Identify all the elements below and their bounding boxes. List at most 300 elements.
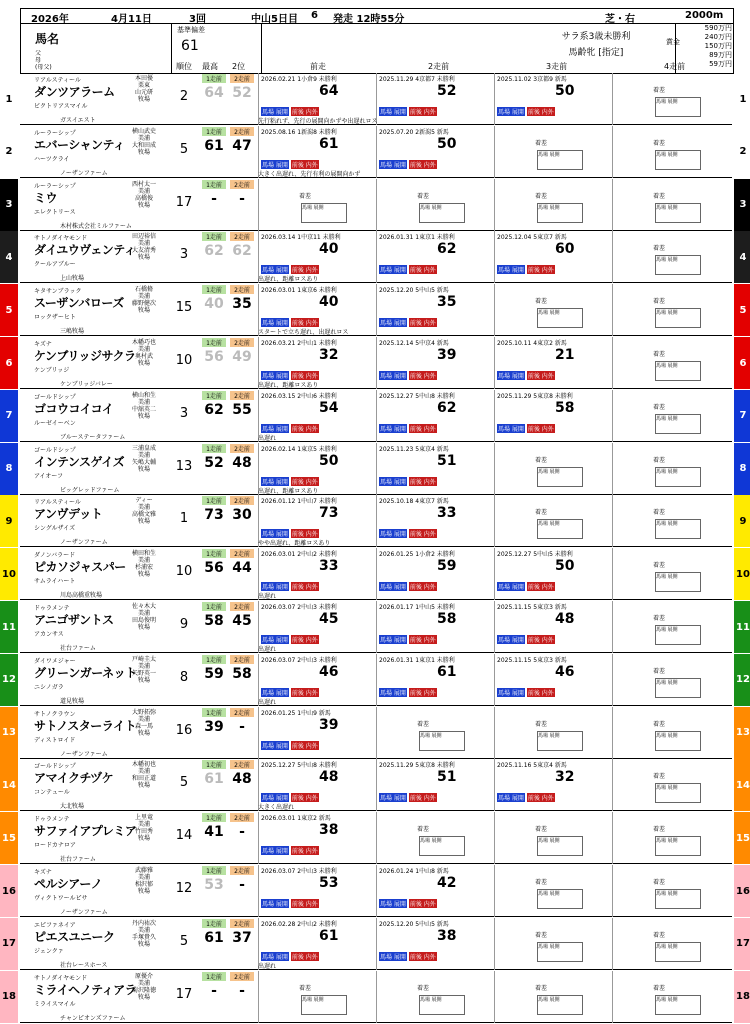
owner-name: 川島高橋重牧場: [60, 592, 103, 600]
past-race-tags: [261, 846, 319, 855]
second-score: 30: [232, 507, 252, 524]
horse-number-right: 7: [734, 390, 750, 442]
best-score: 64: [204, 85, 224, 101]
best-header: 1走前: [202, 549, 226, 558]
owner-name: 三嶋牧場: [60, 328, 85, 336]
dam-name: ミライスマイル: [34, 1000, 76, 1008]
pace-grid: 馬場 展開: [537, 467, 583, 487]
status-badge: 馬場 展開: [380, 109, 406, 116]
rank-value: 17: [175, 986, 193, 1002]
best-header: 1走前: [202, 972, 226, 981]
status-badge: 前後 内外: [409, 901, 436, 908]
jockey-line: ディー: [135, 497, 153, 505]
best-score: 59: [204, 665, 224, 682]
jockey-line: 藤野健次: [131, 300, 156, 308]
second-score: 52: [232, 85, 252, 101]
best-score: 61: [204, 137, 224, 154]
past-race-score: 51: [437, 452, 457, 469]
sire-name: ドゥラメンテ: [34, 605, 70, 612]
race-title: サラ系3歳未勝利: [561, 32, 631, 42]
margin-label: 着差: [299, 984, 312, 992]
past-race-date: 2025.12.04 5東京7 新馬: [497, 234, 567, 242]
best-header: 1走前: [202, 655, 226, 664]
past-race: [494, 390, 613, 442]
race-comment: 大きく出遅れ、先行有利の展開向かず: [258, 170, 361, 178]
past-race-tags: [261, 741, 319, 750]
status-badge: 前後 内外: [291, 953, 318, 961]
jockey-line: 森一馬: [134, 722, 153, 730]
margin-label: 着差: [653, 773, 666, 781]
race-comment: 出遅れ: [258, 962, 277, 970]
empty-past-race-4: [612, 971, 733, 1023]
past-race-tags: [261, 477, 319, 486]
empty-past-race: [494, 865, 613, 917]
empty-past-race-4: [612, 73, 733, 125]
jockey-line: 美浦: [137, 504, 150, 512]
past-race: [494, 601, 613, 653]
horse-row: [2, 865, 750, 917]
owner-name: ガスイエスト: [60, 117, 96, 124]
past-race-date: 2026.03.07 2中山3 未勝利: [261, 868, 337, 875]
pace-grid: 馬場 展開: [537, 836, 583, 856]
past-race-score: 61: [319, 927, 339, 944]
jockey-line: 武藤雅: [134, 867, 153, 874]
past-race-date: 2026.02.14 1東京5 未勝利: [261, 445, 337, 453]
second-score: 62: [232, 243, 252, 260]
best-header: 1走前: [202, 391, 226, 400]
horse-row: [5, 337, 747, 389]
past-race-date: 2026.02.21 1小倉9 未勝利: [261, 76, 337, 83]
best-header: 1走前: [202, 127, 226, 136]
past-race-tags: [261, 952, 319, 961]
race-comment: 大きく出遅れ: [258, 804, 295, 812]
second-header: 2走前: [230, 74, 254, 83]
status-badge: 前後 内外: [527, 795, 554, 803]
horse-name: ダンツアラーム: [34, 85, 115, 99]
jockey-trainer: [124, 867, 164, 895]
second-header: 2走前: [230, 127, 254, 136]
jockey-line: 佐々木大: [131, 603, 156, 610]
pace-grid: 馬場 展開: [537, 731, 583, 751]
second-score: -: [239, 982, 245, 999]
second-score: 37: [232, 929, 252, 946]
past-race: [376, 548, 495, 600]
past-race-tags: [379, 899, 437, 908]
status-badge: 前後 内外: [527, 425, 554, 433]
past-race-tags: [379, 371, 437, 380]
second-score: 48: [232, 771, 252, 788]
past-race-score: 50: [319, 452, 339, 469]
margin-label: 着差: [653, 456, 666, 464]
jockey-line: 大友清秀: [131, 247, 156, 255]
second-score: 47: [232, 137, 252, 154]
past-race-date: 2025.11.16 5東京4 新馬: [497, 762, 567, 770]
past-race: [494, 759, 613, 811]
empty-past-race-4: [612, 179, 733, 231]
past-race-date: 2025.12.20 5中山5 新馬: [379, 287, 449, 295]
pace-grid: 馬場 展開: [419, 995, 465, 1015]
jockey-line: 西村太一: [131, 180, 156, 188]
status-badge: 馬場 展開: [380, 795, 406, 803]
sire-name: ドゥラメンテ: [34, 816, 70, 824]
past-race: [258, 812, 377, 864]
jockey-trainer: [124, 973, 164, 1001]
past-race-tags: [261, 582, 319, 591]
jockey-trainer: [124, 445, 164, 473]
status-badge: 馬場 展開: [498, 689, 524, 697]
horse-number-right: 11: [734, 601, 750, 653]
pace-grid: 馬場 展開: [655, 625, 701, 645]
status-badge: 前後 内外: [291, 320, 318, 328]
past-race-score: 48: [319, 769, 339, 786]
rank-value: 16: [175, 722, 193, 738]
margin-label: 着差: [653, 351, 666, 358]
jockey-line: 牧場: [137, 360, 150, 367]
empty-past-race: [494, 918, 613, 970]
margin-label: 着差: [653, 192, 666, 200]
race-comment: 出遅れ、距離ロスあり: [258, 276, 319, 284]
horse-row: [5, 73, 747, 125]
horse-name: アマイクチヅケ: [34, 771, 114, 786]
jockey-line: 美浦: [137, 134, 150, 142]
past-race-tags: [379, 529, 437, 538]
best-score: -: [211, 982, 217, 999]
jockey-trainer: [124, 814, 164, 842]
past-race-tags: [261, 529, 319, 538]
margin-label: 着差: [653, 298, 666, 306]
empty-past-race: [494, 126, 613, 178]
past-race-score: 32: [319, 347, 339, 363]
best-header: 1走前: [202, 708, 226, 717]
status-badge: 馬場 展開: [380, 953, 406, 961]
past-race-tags: [379, 793, 437, 802]
dam-name: ヴィクトワールピサ: [34, 895, 88, 902]
past-race: [376, 73, 495, 125]
jockey-line: 石橋脩: [134, 286, 153, 294]
past-race-score: 35: [437, 294, 457, 311]
status-badge: 前後 内外: [291, 901, 318, 908]
empty-past-race-4: [612, 759, 733, 811]
dam-name: エレクトリース: [34, 208, 76, 216]
status-badge: 前後 内外: [291, 795, 318, 803]
status-badge: 前後 内外: [409, 161, 436, 169]
jockey-line: 横山和生: [131, 391, 156, 399]
jockey-trainer: [124, 75, 164, 103]
best-score: 40: [204, 296, 224, 313]
horse-number-right: 2: [734, 126, 750, 178]
past-race-score: 50: [555, 83, 575, 99]
past-race-date: 2026.01.25 1中山9 新馬: [261, 709, 331, 717]
pace-grid: 馬場 展開: [419, 731, 465, 751]
col-best: 最高: [202, 62, 218, 71]
jockey-line: 牧場: [137, 782, 150, 790]
status-badge: 前後 内外: [409, 373, 436, 380]
past-race-date: 2026.01.12 1中山7 未勝利: [261, 498, 337, 506]
second-score: 55: [232, 401, 252, 418]
best-header: 1走前: [202, 180, 226, 189]
past-race-date: 2025.07.20 2新潟5 新馬: [379, 128, 449, 136]
second-score: 48: [232, 454, 252, 471]
horse-row: [5, 443, 747, 495]
jockey-trainer: [124, 603, 164, 631]
horse-number-left: 15: [0, 812, 18, 864]
best-score: 61: [204, 929, 224, 946]
dam-name: サムライハート: [34, 578, 76, 586]
margin-label: 着差: [535, 931, 548, 939]
pace-grid: 馬場 展開: [537, 995, 583, 1015]
owner-name: ノーザンファーム: [60, 909, 108, 916]
past-race-date: 2026.01.31 1東京1 未勝利: [379, 656, 455, 664]
col-3back: 3走前: [546, 62, 568, 71]
jockey-line: 矢野英一: [131, 669, 156, 677]
horse-number-left: 3: [0, 179, 18, 231]
horse-number-left: 11: [0, 601, 18, 653]
best-header: 1走前: [202, 760, 226, 769]
best-header: 1走前: [202, 74, 226, 83]
owner-name: ノーザンファーム: [60, 750, 108, 758]
jockey-line: 美浦: [137, 187, 150, 195]
jockey-trainer: [124, 656, 164, 684]
second-header: 2走前: [230, 602, 254, 611]
past-race-date: 2025.11.29 5東京8 未勝利: [379, 762, 455, 770]
horse-number-left: 13: [0, 707, 18, 759]
best-score: 52: [204, 454, 224, 471]
jockey-line: 矢嶋大輔: [131, 458, 156, 466]
margin-label: 着差: [653, 245, 666, 253]
past-race-tags: [261, 635, 319, 644]
prize-5: 59万円: [709, 60, 732, 68]
past-race-score: 46: [555, 663, 575, 680]
rank-value: 10: [175, 564, 193, 580]
owner-name: チャンピオンズファーム: [60, 1014, 126, 1022]
past-race-score: 33: [319, 558, 339, 575]
status-badge: 馬場 展開: [380, 267, 406, 275]
status-badge: 馬場 展開: [262, 848, 288, 856]
margin-label: 着差: [535, 456, 548, 464]
dam-name: クールアブルー: [34, 261, 76, 269]
past-race-date: 2026.02.28 2中山2 未勝利: [261, 920, 337, 928]
empty-past-race-4: [612, 337, 733, 389]
race-start-time: 発走 12時55分: [333, 14, 405, 25]
pace-grid: 馬場 展開: [655, 519, 701, 539]
margin-label: 着差: [653, 562, 666, 570]
best-score: -: [211, 190, 217, 207]
margin-label: 着差: [417, 984, 430, 992]
best-score: 58: [204, 613, 224, 629]
jockey-line: 奥村武: [134, 353, 153, 360]
rank-value: 13: [175, 458, 193, 474]
jockey-line: 横山武史: [131, 127, 156, 135]
status-badge: 馬場 展開: [498, 373, 524, 380]
dam-name: ルーゼイーベン: [34, 419, 76, 427]
dam-name: アカンサス: [34, 631, 64, 638]
margin-label: 着差: [535, 298, 548, 306]
rank-value: 5: [179, 933, 189, 949]
rank-value: 1: [179, 511, 189, 527]
empty-past-race: [494, 495, 613, 547]
sire-name: ルーラーシップ: [34, 129, 76, 137]
jockey-line: 美浦: [137, 557, 150, 565]
empty-past-race: [494, 443, 613, 495]
horse-number-left: 1: [0, 73, 18, 125]
past-race-score: 38: [319, 822, 339, 839]
jockey-line: 牧場: [137, 412, 150, 420]
dam-name: ハーツクライ: [34, 155, 70, 163]
past-race: [258, 707, 377, 759]
pace-grid: 馬場 展開: [655, 308, 701, 328]
past-race-score: 73: [319, 505, 339, 522]
race-comment: スタートで立ち遅れ、出遅れロス: [258, 329, 349, 337]
margin-label: 着差: [653, 984, 666, 992]
horse-row: [2, 971, 750, 1023]
horse-name: ミライヘノティアラ: [34, 982, 137, 997]
past-race-date: 2026.03.07 2中山3 未勝利: [261, 604, 337, 611]
past-race: [376, 759, 495, 811]
empty-past-race: [494, 707, 613, 759]
past-race-date: 2025.11.15 5東京3 新馬: [497, 656, 567, 664]
horse-row: [2, 548, 750, 601]
pace-grid: 馬場 展開: [419, 203, 465, 223]
race-comment: 出遅れ: [258, 593, 277, 601]
past-race-date: 2025.11.29 5東京8 未勝利: [497, 392, 573, 400]
sire-name: リアルスティール: [34, 77, 81, 84]
jockey-line: 美浦: [137, 874, 150, 881]
empty-past-race-4: [612, 284, 733, 336]
past-race-date: 2026.03.14 1中京11 未勝利: [261, 234, 341, 242]
jockey-line: 美浦: [137, 293, 150, 301]
past-race-date: 2026.03.01 1東京6 未勝利: [261, 287, 337, 295]
jockey-line: 竹田秀: [134, 828, 153, 836]
jockey-trainer: [124, 920, 164, 948]
horse-number-right: 15: [734, 812, 750, 864]
past-race: [376, 865, 495, 917]
margin-label: 着差: [417, 826, 430, 834]
second-header: 2走前: [230, 813, 254, 822]
jockey-line: 本田優: [134, 75, 153, 82]
horse-name: サトノスターライト: [34, 718, 136, 733]
past-race-score: 46: [319, 663, 339, 680]
race-comment: やや出遅れ、距離ロスあり: [258, 540, 331, 548]
dam-name: ケンブリッジ: [34, 367, 70, 374]
past-race-date: 2025.12.27 5中山5 未勝利: [497, 551, 573, 559]
jockey-line: 美浦: [137, 926, 150, 934]
sire-name: サトノクラウン: [34, 710, 76, 718]
race-date: 4月11日: [111, 14, 152, 25]
sire-name: ルーラーシップ: [34, 182, 76, 190]
empty-past-race-4: [612, 601, 733, 653]
sire-name: キズナ: [34, 341, 52, 348]
status-badge: 馬場 展開: [380, 637, 406, 644]
past-race-tags: [379, 477, 437, 486]
second-score: 45: [232, 613, 252, 629]
best-header: 1走前: [202, 444, 226, 453]
second-score: -: [239, 190, 245, 207]
horse-number-right: 1: [734, 73, 750, 125]
horse-number-right: 8: [734, 443, 750, 495]
header-parent-labels: 父 母 (母父): [35, 50, 52, 71]
pace-grid: 馬場 展開: [537, 942, 583, 962]
col-second: 2位: [232, 62, 246, 71]
second-header: 2走前: [230, 285, 254, 294]
past-race-tags: [261, 424, 319, 433]
jockey-trainer: [124, 761, 164, 789]
horse-row: [5, 126, 747, 178]
status-badge: 馬場 展開: [262, 373, 288, 380]
jockey-line: 田島俊明: [131, 617, 156, 624]
race-cond: 馬齢牝 [指定]: [568, 48, 624, 58]
past-race-date: 2026.01.31 1東京1 未勝利: [379, 234, 455, 242]
jockey-line: 上里竜: [134, 814, 153, 822]
best-score: 53: [204, 877, 224, 893]
best-header: 1走前: [202, 285, 226, 294]
past-race-tags: [261, 265, 319, 274]
past-race-date: 2026.03.21 2中山1 未勝利: [261, 340, 337, 347]
past-race-tags: [379, 265, 437, 274]
dam-name: ジェンクァ: [34, 947, 64, 955]
jockey-line: 牧場: [137, 835, 150, 843]
past-race-date: 2025.11.23 5東京4 新馬: [379, 445, 449, 453]
pace-grid: 馬場 展開: [655, 995, 701, 1015]
owner-name: 上山牧場: [60, 275, 85, 283]
past-race-score: 48: [555, 611, 575, 627]
dam-name: ロックザーヒト: [34, 314, 76, 322]
sire-name: ゴールドシップ: [34, 763, 76, 771]
horse-number-left: 10: [0, 548, 18, 600]
past-race-score: 40: [319, 241, 339, 258]
margin-label: 着差: [417, 192, 430, 200]
pace-grid: 馬場 展開: [537, 519, 583, 539]
past-race: [494, 231, 613, 283]
pace-grid: 馬場 展開: [655, 150, 701, 170]
second-score: 58: [232, 665, 252, 682]
status-badge: 前後 内外: [291, 637, 318, 644]
horse-name: ケンブリッジサクラ: [34, 349, 136, 363]
horse-number-left: 8: [0, 443, 18, 495]
second-header: 2走前: [230, 866, 254, 875]
rank-value: 10: [175, 353, 193, 368]
jockey-trainer: [124, 339, 164, 367]
status-badge: 馬場 展開: [262, 795, 288, 803]
margin-label: 着差: [535, 984, 548, 992]
past-race-score: 50: [437, 135, 457, 152]
jockey-trainer: [124, 128, 164, 156]
col-last: 前走: [310, 62, 326, 71]
owner-name: 木村株式会社ミルファーム: [60, 222, 132, 230]
best-score: 56: [204, 560, 224, 577]
owner-name: 道見牧場: [60, 697, 85, 705]
status-badge: 前後 内外: [527, 373, 554, 380]
rank-value: 17: [175, 194, 193, 210]
past-race-tags: [261, 688, 319, 697]
sire-name: エピファネイア: [34, 921, 76, 929]
horse-row: [5, 231, 747, 284]
status-badge: 前後 内外: [291, 373, 318, 380]
past-race-tags: [261, 899, 319, 908]
margin-label: 着差: [653, 667, 666, 675]
empty-past-race-4: [612, 707, 733, 759]
jockey-line: 牧場: [137, 465, 150, 473]
horse-number-left: 5: [0, 284, 18, 336]
horse-row: [2, 601, 750, 653]
horse-number-right: 10: [734, 548, 750, 600]
empty-past-race: [258, 179, 377, 231]
past-race: [376, 231, 495, 283]
prize-1: 590万円: [704, 24, 732, 32]
past-race-tags: [497, 424, 555, 433]
race-number: 6: [311, 10, 318, 21]
status-badge: 前後 内外: [409, 425, 436, 433]
past-race-score: 45: [319, 611, 339, 627]
